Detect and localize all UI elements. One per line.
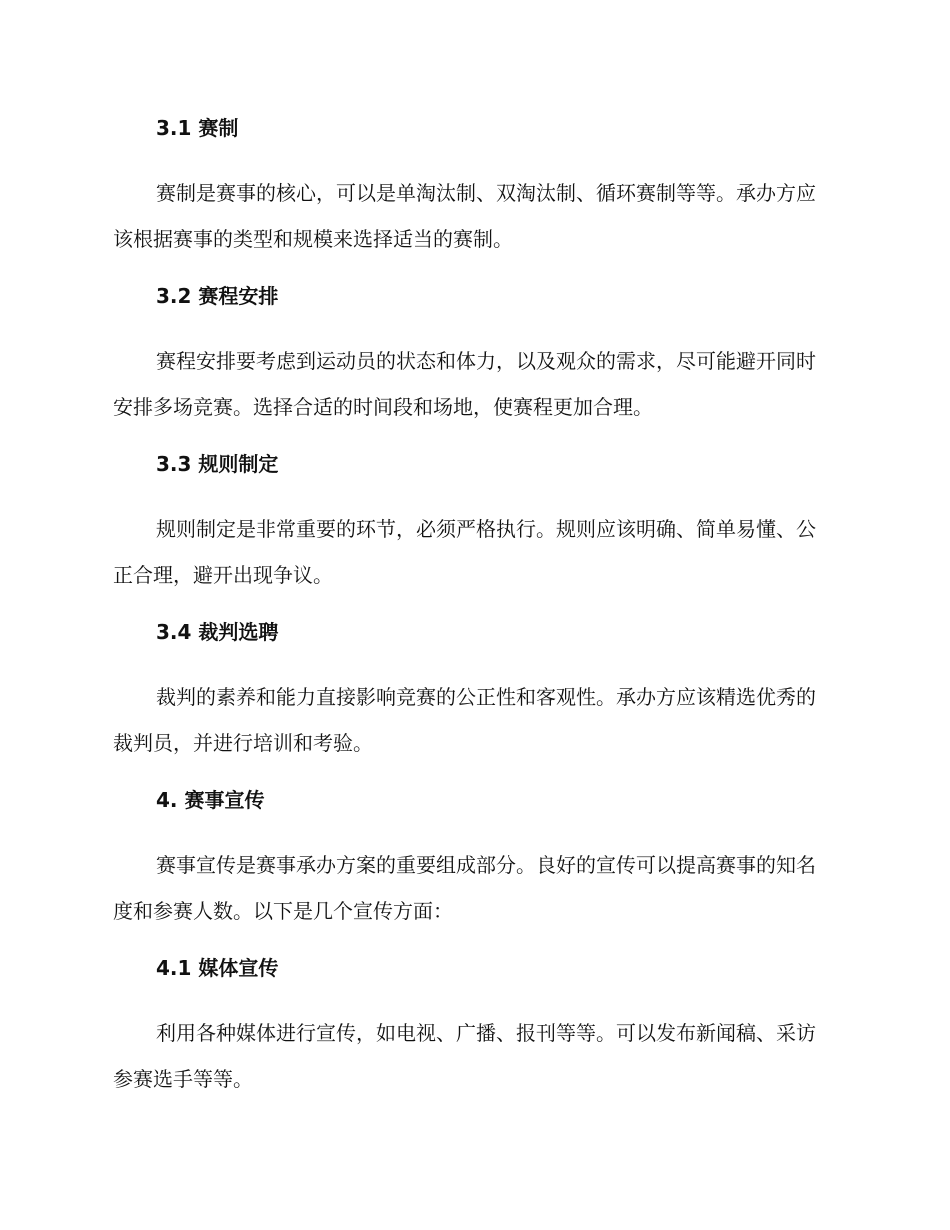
section-paragraph-3-3: 规则制定是非常重要的环节，必须严格执行。规则应该明确、简单易懂、公正合理，避开出现争议。	[113, 517, 816, 587]
document-body	[113, 108, 835, 1116]
section-paragraph-3-1: 赛制是赛事的核心，可以是单淘汰制、双淘汰制、循环赛制等等。承办方应该根据赛事的类型和规模来选择适当的赛制。	[113, 181, 816, 251]
section-paragraph-4: 赛事宣传是赛事承办方案的重要组成部分。良好的宣传可以提高赛事的知名度和参赛人数。以下是几个宣传方面：	[113, 853, 816, 923]
section-heading-3-2: 3.2 赛程安排	[156, 284, 279, 308]
section-heading-3-1: 3.1 赛制	[156, 116, 239, 140]
section-heading-4-1: 4.1 媒体宣传	[156, 956, 279, 980]
section-heading-3-3: 3.3 规则制定	[156, 452, 279, 476]
section-paragraph-3-4: 裁判的素养和能力直接影响竞赛的公正性和客观性。承办方应该精选优秀的裁判员，并进行培训和考验。	[113, 685, 816, 755]
section-heading-3-4: 3.4 裁判选聘	[156, 620, 279, 644]
section-heading-4: 4. 赛事宣传	[156, 788, 265, 812]
section-paragraph-4-1: 利用各种媒体进行宣传，如电视、广播、报刊等等。可以发布新闻稿、采访参赛选手等等。	[113, 1021, 816, 1091]
section-paragraph-3-2: 赛程安排要考虑到运动员的状态和体力，以及观众的需求，尽可能避开同时安排多场竞赛。选择合适的时间段和场地，使赛程更加合理。	[113, 349, 816, 419]
